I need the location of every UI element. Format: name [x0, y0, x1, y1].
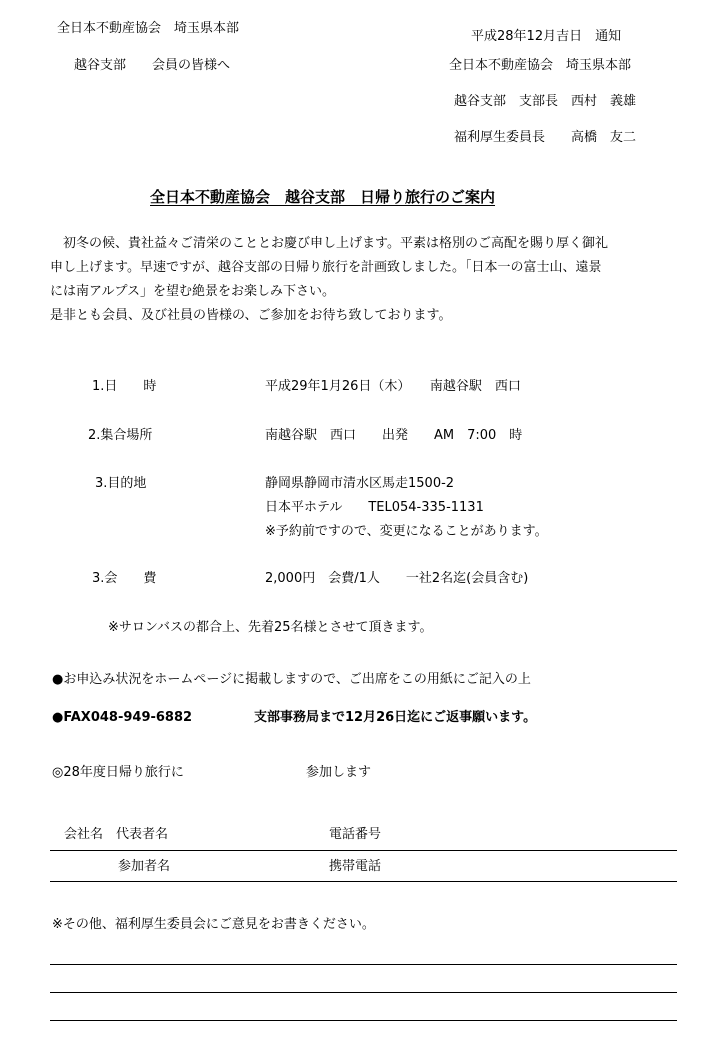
comments-label: ※その他、福利厚生委員会にご意見をお書きください。 — [52, 917, 375, 932]
form-divider-1 — [50, 850, 677, 851]
fee-value: 2,000円 会費/1人 一社2名迄(会員含む) — [265, 571, 529, 586]
capacity-note: ※サロンバスの都合上、先着25名様とさせて頂きます。 — [108, 620, 433, 635]
issuer-org: 全日本不動産協会 埼玉県本部 — [449, 58, 632, 73]
intro-line-4: 是非とも会員、及び社員の皆様の、ご参加をお待ち致しております。 — [50, 308, 452, 323]
meeting-label: 2.集合場所 — [88, 428, 153, 443]
company-rep-label: 会社名 代表者名 — [64, 827, 169, 842]
form-divider-2 — [50, 881, 677, 882]
destination-hotel: 日本平ホテル TEL054-335-1131 — [265, 500, 484, 515]
application-line: ●お申込み状況をホームページに掲載しますので、ご出席をこの用紙にご記入の上 — [52, 672, 531, 687]
participant-label: 参加者名 — [118, 859, 171, 874]
meeting-value: 南越谷駅 西口 出発 AM 7:00 時 — [265, 428, 523, 443]
intro-line-2: 申し上げます。早速ですが、越谷支部の日帰り旅行を計画致しました。「日本一の富士山、遠景 — [50, 260, 602, 275]
reply-deadline: 支部事務局まで12月26日迄にご返事願います。 — [254, 710, 537, 725]
destination-label: 3.目的地 — [95, 476, 147, 491]
issuer-committee-head: 福利厚生委員長 高橋 友二 — [454, 130, 637, 145]
intro-line-3: には南アルプス」を望む絶景をお楽しみ下さい。 — [50, 284, 335, 299]
destination-note: ※予約前ですので、変更になることがあります。 — [265, 524, 548, 539]
fee-label: 3.会 費 — [92, 571, 157, 586]
recipient: 越谷支部 会員の皆様へ — [74, 58, 231, 73]
date-notice: 平成28年12月吉日 通知 — [471, 29, 622, 44]
comment-line-1 — [50, 964, 677, 965]
issuer-branch-head: 越谷支部 支部長 西村 義雄 — [454, 94, 637, 109]
trip-label: ◎28年度日帰り旅行に — [52, 765, 184, 780]
date-value: 平成29年1月26日（木） 南越谷駅 西口 — [265, 379, 521, 394]
comment-line-3 — [50, 1020, 677, 1021]
intro-line-1: 初冬の候、貴社益々ご清栄のこととお慶び申し上げます。平素は格別のご高配を賜り厚く御礼 — [50, 236, 608, 251]
fax-number: ●FAX048-949-6882 — [52, 710, 193, 725]
date-label: 1.日 時 — [92, 379, 157, 394]
comment-line-2 — [50, 992, 677, 993]
document-title: 全日本不動産協会 越谷支部 日帰り旅行のご案内 — [150, 188, 496, 206]
attend-text: 参加します — [306, 765, 372, 780]
mobile-label: 携帯電話 — [329, 859, 382, 874]
destination-address: 静岡県静岡市清水区馬走1500-2 — [265, 476, 455, 491]
phone-label: 電話番号 — [329, 827, 382, 842]
sender-org: 全日本不動産協会 埼玉県本部 — [57, 21, 240, 36]
